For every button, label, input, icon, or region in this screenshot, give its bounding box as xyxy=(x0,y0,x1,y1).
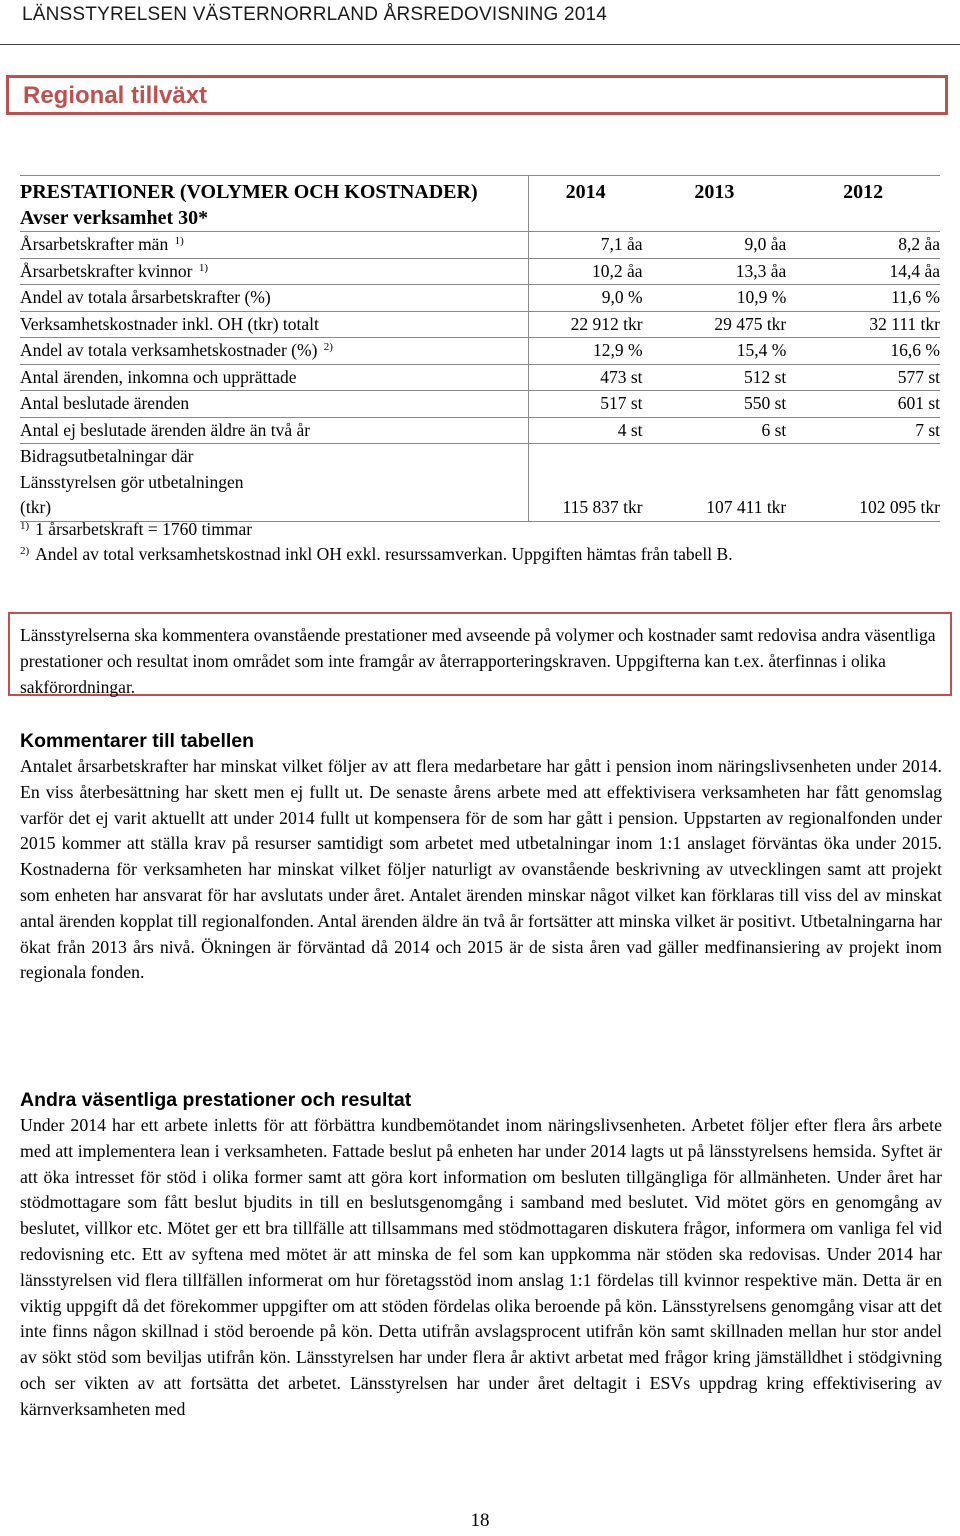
row-label: Verksamhetskostnader inkl. OH (tkr) totalt xyxy=(20,311,528,338)
table-row xyxy=(20,391,940,418)
year-header-2012: 2012 xyxy=(786,176,940,206)
cell-2012: 14,4 åa xyxy=(786,258,940,285)
cell-2013: 6 st xyxy=(643,417,787,444)
cell-2012: 577 st xyxy=(786,364,940,391)
table-row xyxy=(20,311,940,338)
table-footnotes xyxy=(20,517,733,567)
cell-2014: 10,2 åa xyxy=(528,258,642,285)
cell-2013: 15,4 % xyxy=(643,338,787,365)
cell-2013: 13,3 åa xyxy=(643,258,787,285)
row-label: Årsarbetskrafter män $^{1)}$ xyxy=(20,232,528,259)
table-row xyxy=(20,417,940,444)
cell-2012: 16,6 % xyxy=(786,338,940,365)
table-header-row xyxy=(20,176,940,206)
other-results-heading: Andra väsentliga prestationer och resultat xyxy=(20,1089,412,1111)
requirement-note-box xyxy=(8,612,952,696)
section-title: Regional tillväxt xyxy=(23,82,208,109)
section-title-box xyxy=(6,75,948,115)
cell-2012: 32 111 tkr xyxy=(786,311,940,338)
year-header-2013: 2013 xyxy=(643,176,787,206)
table-row xyxy=(20,444,940,522)
footnote: $^{1)}$ 1 årsarbetskraft = 1760 timmar xyxy=(20,519,253,539)
header-divider xyxy=(0,44,960,45)
row-label: Antal ärenden, inkomna och upprättade xyxy=(20,364,528,391)
cell-2014: 22 912 tkr xyxy=(528,311,642,338)
running-header: LÄNSSTYRELSEN VÄSTERNORRLAND ÅRSREDOVISNING 2014 xyxy=(22,4,608,25)
row-label: Andel av totala verksamhetskostnader (%) $^{2)}$ xyxy=(20,338,528,365)
table-row xyxy=(20,285,940,312)
cell-2013: 29 475 tkr xyxy=(643,311,787,338)
cell-2013: 107 411 tkr xyxy=(643,444,787,522)
requirement-note: Länsstyrelserna ska kommentera ovanstående prestationer med avseende på volymer och kostnader samt redovisa andra väsentliga prestationer och resultat inom området som inte framgår av återrapporteringskraven. Uppgifterna kan t.ex. återfinnas i olika sakförordningar. xyxy=(20,625,936,697)
cell-2014: 115 837 tkr xyxy=(528,444,642,522)
cell-2012: 8,2 åa xyxy=(786,232,940,259)
table-row xyxy=(20,258,940,285)
performance-table xyxy=(20,175,940,522)
year-header-2014: 2014 xyxy=(528,176,642,206)
cell-2013: 10,9 % xyxy=(643,285,787,312)
row-label: Årsarbetskrafter kvinnor $^{1)}$ xyxy=(20,258,528,285)
comments-text: Antalet årsarbetskrafter har minskat vilket följer av att flera medarbetare har gått i pension inom näringslivsenheten under 2014. En viss återbesättning har skett men ej fullt ut. De senaste årens arbete med att effektivisera verksamheten har fått genomslag varför det ej varit aktuellt att under 2014 fullt ut kompensera för de som har gått i pension. Uppstarten av regionalfonden under 2015 kommer att ställa krav på resurser samtidigt som arbetet med utbetalningar inom 1:1 anslaget förväntas öka under 2015. Kostnaderna för verksamheten har minskat vilket följer naturligt av ovanstående beskrivning av utvecklingen samt att projekt som enheten har ansvarat för har avslutats under året. Antalet ärenden minskar något vilket kan förklaras till viss del av minskat antal ärenden kopplat till regionalfonden. Antal ärenden äldre än två år fortsätter att minska vilket är positivt. Utbetalningarna har ökat från 2013 års nivå. Ökningen är förväntad då 2014 och 2015 är de sista åren vad gäller medfinansiering av projekt inom regionala fonden. xyxy=(20,756,942,983)
cell-2013: 512 st xyxy=(643,364,787,391)
cell-2014: 517 st xyxy=(528,391,642,418)
row-label: Antal beslutade ärenden xyxy=(20,391,528,418)
comments-heading: Kommentarer till tabellen xyxy=(20,730,255,752)
cell-2013: 550 st xyxy=(643,391,787,418)
cell-2012: 601 st xyxy=(786,391,940,418)
row-label: Andel av totala årsarbetskrafter (%) xyxy=(20,285,528,312)
cell-2012: 102 095 tkr xyxy=(786,444,940,522)
other-results-text: Under 2014 har ett arbete inletts för att förbättra kundbemötandet inom näringslivsenheten. Arbetet följer efter flera års arbete med att implementera lean i verksamheten. Fattade beslut på enheten har under 2014 lagts ut på länsstyrelsens hemsida. Syftet är att öka intresset för stöd i olika former samt att göra kort information om besluten tillgängliga för allmänheten. Under året har stödmottagare som fått beslut bjudits in till en beslutsgenomgång i samband med beslutet. Vid mötet görs en genomgång av beslutet, villkor etc. Mötet ger ett bra tillfälle att tillsammans med stödmottagaren diskutera frågor, informera om vanliga fel vid redovisning etc. Ett av syftena med mötet är att minska de fel som kan uppkomma när stöden ska redovisas. Under 2014 har länsstyrelsen vid flera tillfällen informerat om hur företagsstöd inom anslag 1:1 fördelas till kvinnor respektive män. Detta är en viktig uppgift då det förekommer uppgifter om att stöden fördelas olika beroende på kön. Länsstyrelsens genomgång visar att det inte finns någon skillnad i stöd beroende på kön. Detta utifrån avslagsprocent utifrån kön samt skillnaden mellan hur stor andel av sökt stöd som beviljas utifrån kön. Länsstyrelsen har under flera år aktivt arbetat med frågor kring jämställdhet i stödgivning och ser vikten av att fortsätta det arbetet. Länsstyrelsen har under året deltagit i ESVs uppdrag kring effektivisering av kärnverksamheten med xyxy=(20,1115,942,1419)
table-row xyxy=(20,232,940,259)
table-row xyxy=(20,364,940,391)
cell-2014: 4 st xyxy=(528,417,642,444)
page-number: 18 xyxy=(470,1510,490,1531)
table-subtitle: Avser verksamhet 30* xyxy=(20,207,209,229)
row-label: Bidragsutbetalningar där Länsstyrelsen gör utbetalningen (tkr) xyxy=(20,444,528,522)
cell-2012: 7 st xyxy=(786,417,940,444)
cell-2014: 473 st xyxy=(528,364,642,391)
cell-2013: 9,0 åa xyxy=(643,232,787,259)
table-row xyxy=(20,338,940,365)
cell-2014: 12,9 % xyxy=(528,338,642,365)
table-subtitle-row xyxy=(20,205,940,232)
cell-2014: 9,0 % xyxy=(528,285,642,312)
row-label: Antal ej beslutade ärenden äldre än två år xyxy=(20,417,528,444)
cell-2014: 7,1 åa xyxy=(528,232,642,259)
table-title: PRESTATIONER (VOLYMER OCH KOSTNADER) xyxy=(20,176,528,206)
cell-2012: 11,6 % xyxy=(786,285,940,312)
footnote: $^{2)}$ Andel av total verksamhetskostnad inkl OH exkl. resurssamverkan. Uppgiften hämtas från tabell B. xyxy=(20,544,733,564)
